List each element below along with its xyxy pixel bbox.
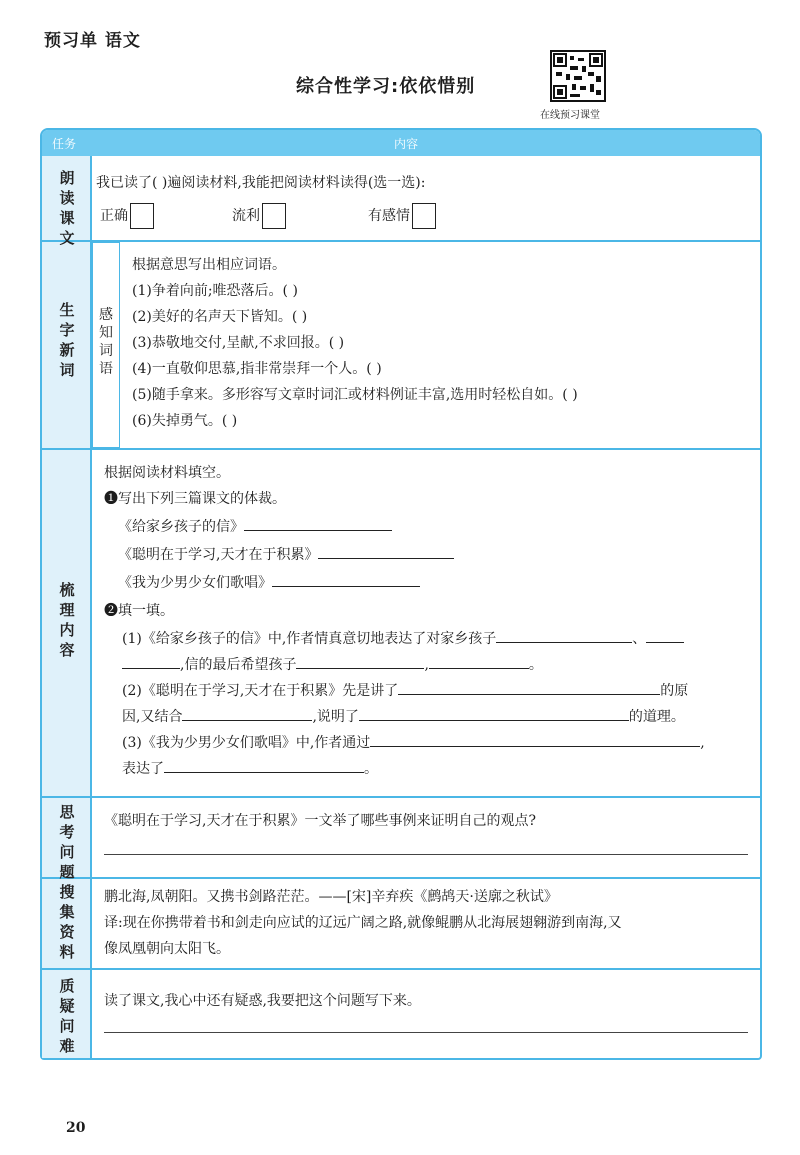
row-divider [42,877,760,879]
blank-genre-1[interactable] [244,516,392,531]
genre-line-song: 《我为少男少女们歌唱》 [118,572,420,592]
row-label-read: 朗读课文 [59,169,75,247]
words-item-6: (6)失掉勇气。( ) [132,413,238,429]
checkbox-emotion[interactable] [412,203,436,229]
qr-code-icon[interactable] [550,50,606,102]
row-label-think: 思考问题 [59,803,75,881]
sort-question-2: ❷填一填。 [104,603,174,619]
page-title: 综合性学习:依依惜别 [296,76,476,97]
fill-line-2: (2)《聪明在于学习,天才在于积累》先是讲了 的原 [122,680,688,700]
blank-fill-3a[interactable] [370,732,700,747]
fill-line-1-cont: ,信的最后希望孩子 , 。 [122,654,543,674]
row-label-sort: 梳理内容 [59,581,75,659]
read-count-line: 我已读了( )遍阅读材料,我能把阅读材料读得(选一选): [96,175,426,191]
words-item-5: (5)随手拿来。多形容写文章时词汇或材料例证丰富,选用时轻松自如。( ) [132,387,578,403]
row-divider [42,968,760,970]
blank-fill-3b[interactable] [164,758,364,773]
qr-caption: 在线预习课堂 [540,110,600,121]
genre-line-study: 《聪明在于学习,天才在于积累》 [118,544,454,564]
column-header-content: 内容 [394,137,419,151]
read-option-fluent: 流利 [232,203,286,229]
row-divider [42,240,760,242]
checkbox-correct[interactable] [130,203,154,229]
answer-line-doubt[interactable] [104,1032,748,1033]
row-divider [42,448,760,450]
blank-fill-2a[interactable] [398,680,660,695]
blank-genre-2[interactable] [318,544,454,559]
words-item-2: (2)美好的名声天下皆知。( ) [132,309,308,325]
sub-label-perceive-words: 感知词语 [99,307,113,377]
think-question: 《聪明在于学习,天才在于积累》一文举了哪些事例来证明自己的观点? [104,813,536,829]
blank-fill-1a[interactable] [496,628,632,643]
collect-quote: 鹏北海,凤朝阳。又携书剑路茫茫。——[宋]辛弃疾《鹧鸪天·送廓之秋试》 [104,889,558,905]
book-header: 预习单 语文 [44,31,141,51]
blank-fill-1c[interactable] [122,654,180,669]
row-label-doubt: 质疑问难 [59,977,75,1055]
blank-genre-3[interactable] [272,572,420,587]
genre-line-letter: 《给家乡孩子的信》 [118,516,392,536]
fill-line-3: (3)《我为少男少女们歌唱》中,作者通过 , [122,732,705,752]
row-divider [42,796,760,798]
fill-line-1: (1)《给家乡孩子的信》中,作者情真意切地表达了对家乡孩子 、 [122,628,684,648]
collect-translation-1: 译:现在你携带着书和剑走向应试的辽远广阔之路,就像鲲鹏从北海展翅翱游到南海,又 [104,915,622,931]
blank-fill-1b[interactable] [646,628,684,643]
words-item-3: (3)恭敬地交付,呈献,不求回报。( ) [132,335,345,351]
words-item-4: (4)一直敬仰思慕,指非常崇拜一个人。( ) [132,361,382,377]
fill-line-3-cont: 表达了 。 [122,758,378,778]
row-label-words: 生字新词 [59,301,75,379]
blank-fill-1e[interactable] [429,654,529,669]
blank-fill-2b[interactable] [182,706,312,721]
table-header [42,130,760,156]
row-label-collect: 搜集资料 [59,883,75,961]
collect-translation-2: 像凤凰朝向太阳飞。 [104,941,230,957]
words-intro: 根据意思写出相应词语。 [132,257,286,273]
answer-line-think[interactable] [104,854,748,855]
words-item-1: (1)争着向前;唯恐落后。( ) [132,283,298,299]
checkbox-fluent[interactable] [262,203,286,229]
column-header-task: 任务 [52,137,77,151]
fill-line-2-cont: 因,又结合 ,说明了 的道理。 [122,706,685,726]
blank-fill-2c[interactable] [359,706,629,721]
read-option-correct: 正确 [100,203,154,229]
read-option-emotion: 有感情 [368,203,436,229]
sort-intro: 根据阅读材料填空。 [104,465,230,481]
page-number: 20 [66,1120,86,1136]
sort-question-1: ❶写出下列三篇课文的体裁。 [104,491,286,507]
doubt-prompt: 读了课文,我心中还有疑惑,我要把这个问题写下来。 [104,993,421,1009]
blank-fill-1d[interactable] [296,654,424,669]
worksheet-table [40,128,762,1060]
